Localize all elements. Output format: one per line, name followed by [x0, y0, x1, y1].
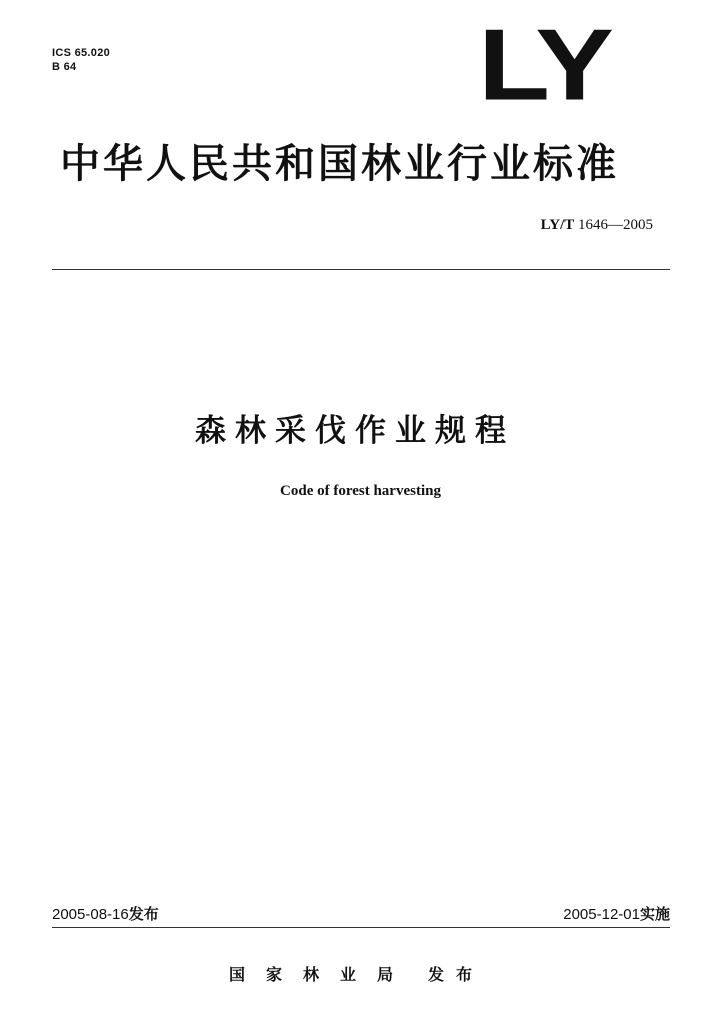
issue-date-value: 2005-08-16: [52, 906, 129, 923]
ccs-code: B 64: [52, 61, 77, 73]
standard-logo: LY: [478, 8, 610, 122]
issue-date: [52, 904, 159, 925]
standard-number: [541, 216, 653, 234]
standard-number-prefix: LY/T: [540, 217, 575, 233]
bottom-divider: [52, 927, 670, 928]
issuer-organization: 国家林业局: [229, 965, 415, 984]
issuer-action: 发布: [428, 965, 485, 984]
implement-date: [563, 904, 670, 925]
standard-number-value: 1646—2005: [578, 217, 653, 233]
document-title-en: Code of forest harvesting: [280, 483, 441, 499]
issuer-line: [229, 964, 484, 986]
implement-date-value: 2005-12-01: [563, 906, 640, 923]
top-divider: [52, 269, 670, 270]
issue-date-label: 发布: [128, 905, 159, 923]
implement-date-label: 实施: [639, 905, 670, 923]
ics-code: ICS 65.020: [52, 47, 111, 59]
standard-category-title: 中华人民共和国林业行业标准: [60, 141, 619, 187]
document-title-cn: 森林采伐作业规程: [195, 413, 515, 449]
classification-codes: [52, 46, 110, 74]
